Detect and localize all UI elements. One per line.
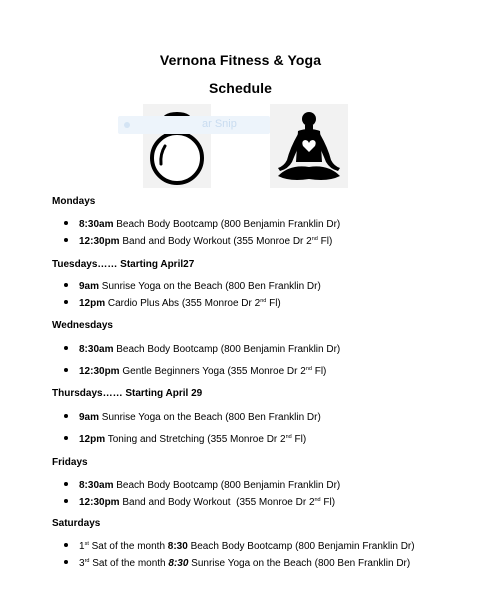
schedule-item: 8:30am Beach Body Bootcamp (800 Benjamin Franklin Dr) — [64, 219, 340, 230]
snip-dot-icon — [124, 122, 130, 128]
schedule-item: 12:30pm Band and Body Workout (355 Monroe Dr 2nd Fl) — [64, 497, 335, 508]
schedule-item: 9am Sunrise Yoga on the Beach (800 Ben Franklin Dr) — [64, 281, 321, 292]
day-heading-thursdays: Thursdays…… Starting April 29 — [52, 388, 203, 399]
snip-text: ar Snip — [202, 118, 237, 130]
schedule-item: 12pm Cardio Plus Abs (355 Monroe Dr 2nd Fl) — [64, 298, 281, 309]
bullet — [64, 346, 68, 350]
bullet — [64, 283, 68, 287]
bullet — [64, 414, 68, 418]
schedule-item: 12:30pm Band and Body Workout (355 Monroe Dr 2nd Fl) — [64, 236, 332, 247]
day-heading-mondays: Mondays — [52, 196, 96, 207]
bullet — [64, 238, 68, 242]
schedule-item: 8:30am Beach Body Bootcamp (800 Benjamin Franklin Dr) — [64, 480, 340, 491]
bullet — [64, 368, 68, 372]
schedule-item: 9am Sunrise Yoga on the Beach (800 Ben Franklin Dr) — [64, 412, 321, 423]
meditation-heart-icon — [270, 104, 348, 188]
bullet — [64, 300, 68, 304]
schedule-item: 1st Sat of the month 8:30 Beach Body Bootcamp (800 Benjamin Franklin Dr) — [64, 541, 415, 552]
day-heading-tuesdays: Tuesdays…… Starting April27 — [52, 259, 195, 270]
page-subtitle: Schedule — [208, 80, 273, 96]
bullet — [64, 499, 68, 503]
day-heading-fridays: Fridays — [52, 457, 88, 468]
bullet — [64, 482, 68, 486]
bullet — [64, 543, 68, 547]
bullet — [64, 560, 68, 564]
day-heading-saturdays: Saturdays — [52, 518, 101, 529]
day-heading-wednesdays: Wednesdays — [52, 320, 113, 331]
schedule-item: 12pm Toning and Stretching (355 Monroe Dr 2nd Fl) — [64, 434, 306, 445]
screen-snip-overlay — [118, 116, 270, 134]
schedule-item: 3rd Sat of the month 8:30 Sunrise Yoga on the Beach (800 Ben Franklin Dr) — [64, 558, 410, 569]
schedule-item: 8:30am Beach Body Bootcamp (800 Benjamin Franklin Dr) — [64, 344, 340, 355]
bullet — [64, 436, 68, 440]
page-title: Vernona Fitness & Yoga — [159, 52, 322, 68]
schedule-item: 12:30pm Gentle Beginners Yoga (355 Monroe Dr 2nd Fl) — [64, 366, 326, 377]
bullet — [64, 221, 68, 225]
